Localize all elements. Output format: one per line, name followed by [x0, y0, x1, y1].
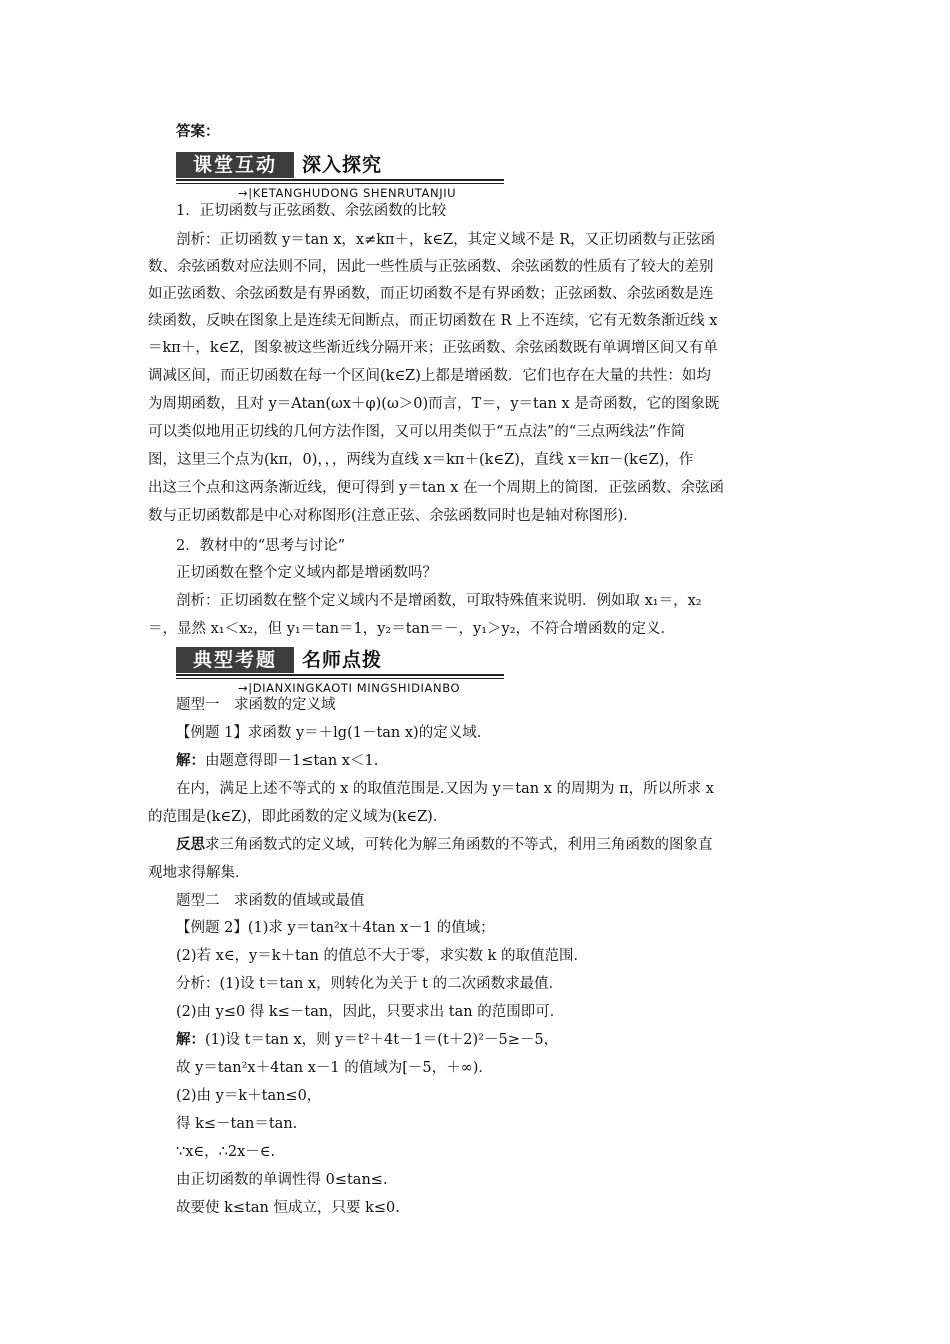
banner-sub-title: 深入探究 [302, 154, 383, 176]
example-text: (1)求 y＝tan²x＋4tan x－1 的值域； [247, 920, 495, 936]
paragraph-line: 出这三个点和这两条渐近线，便可得到 y＝tan x 在一个周期上的简图．正弦函数、余弦函 [148, 480, 725, 496]
banner-box-title: 典型考题 [176, 647, 294, 673]
paragraph-line: 图，这里三个点为(kπ，0)，，，两线为直线 x＝kπ＋(k∈Z)，直线 x＝kπ－(k∈Z)，作 [148, 452, 694, 468]
solution1 [176, 751, 813, 771]
banner-pinyin: →|KETANGHUDONG SHENRUTANJIU [238, 186, 457, 200]
solution-text: (1)设 t＝tan x，则 y＝t²＋4t－1＝(t＋2)²－5≥－5， [205, 1032, 559, 1048]
reflection-label: 反思 [176, 836, 205, 853]
example2-part2: (2)若 x∈，y＝k＋tan 的值总不大于零，求实数 k 的取值范围． [176, 948, 588, 964]
reflection-text: 求三角函数式的定义域，可转化为解三角函数的不等式，利用三角函数的图象直 [205, 837, 713, 853]
paragraph-line: 观地求得解集． [148, 865, 250, 881]
paragraph-line: 剖析：正切函数在整个定义域内不是增函数，可取特殊值来说明．例如取 x₁＝，x₂ [176, 593, 702, 609]
solution-step: 得 k≤－tan＝tan. [176, 1116, 298, 1132]
example2 [176, 918, 813, 938]
banner-rule [176, 674, 504, 676]
analysis-line: 分析：(1)设 t＝tan x，则转化为关于 t 的二次函数求最值． [176, 976, 564, 992]
section-banner-classroom [176, 152, 516, 204]
part2-heading: 2．教材中的“思考与讨论” [176, 538, 346, 554]
solution-step: 由正切函数的单调性得 0≤tan≤. [176, 1172, 388, 1188]
paragraph-line: 数、余弦函数对应法则不同，因此一些性质与正弦函数、余弦函数的性质有了较大的差别 [148, 259, 714, 275]
solution-label: 解： [176, 1031, 205, 1048]
part2-question: 正切函数在整个定义域内都是增函数吗？ [176, 565, 437, 581]
solution-step: ∵x∈，∴2x－∈. [176, 1144, 276, 1160]
solution-step: 故要使 k≤tan 恒成立，只要 k≤0. [176, 1200, 400, 1216]
banner-pinyin: →|DIANXINGKAOTI MINGSHIDIANBO [238, 681, 461, 695]
paragraph-line: 调减区间，而正切函数在每一个区间(k∈Z)上都是增函数．它们也存在大量的共性：如均 [148, 368, 711, 384]
paragraph-line: 如正弦函数、余弦函数是有界函数，而正切函数不是有界函数；正弦函数、余弦函数是连 [148, 286, 714, 302]
part1-heading: 1．正切函数与正弦函数、余弦函数的比较 [176, 203, 447, 219]
paragraph-line: 数与正切函数都是中心对称图形(注意正弦、余弦函数同时也是轴对称图形)． [148, 508, 638, 524]
banner-box-title: 课堂互动 [176, 152, 294, 178]
banner-sub-title: 名师点拨 [302, 649, 383, 671]
example-text: 求函数 y＝＋lg(1－tan x)的定义域． [247, 725, 492, 741]
solution-text: 由题意得即－1≤tan x＜1. [205, 753, 379, 769]
banner-rule-thin [176, 678, 504, 679]
paragraph-line: ＝kπ＋，k∈Z，图象被这些渐近线分隔开来；正弦函数、余弦函数既有单调增区间又有单 [148, 340, 718, 356]
example1 [176, 723, 813, 743]
solution-label: 解： [176, 752, 205, 769]
analysis-line: (2)由 y≤0 得 k≤－tan，因此，只要求出 tan 的范围即可． [176, 1004, 565, 1020]
example-label: 【例题 2】 [176, 920, 248, 936]
example-label: 【例题 1】 [176, 725, 248, 741]
section-banner-exam [176, 647, 516, 699]
paragraph-line: 为周期函数，且对 y＝Atan(ωx＋φ)(ω＞0)而言，T＝，y＝tan x 是奇函数，它的图象既 [148, 396, 720, 412]
paragraph-line: 可以类似地用正切线的几何方法作图，又可以用类似于“五点法”的“三点两线法”作简 [148, 424, 686, 440]
solution-step: (2)由 y＝k＋tan≤0， [176, 1088, 322, 1104]
paragraph-line: 在内，满足上述不等式的 x 的取值范围是.又因为 y＝tan x 的周期为 π，所以所求 x [176, 781, 714, 797]
paragraph-line: 剖析：正切函数 y＝tan x，x≠kπ＋，k∈Z，其定义域不是 R，又正切函数与正弦函 [176, 232, 716, 248]
solution-step: 故 y＝tan²x＋4tan x－1 的值域为[－5，＋∞)． [176, 1060, 493, 1076]
type2-heading: 题型二 求函数的值域或最值 [176, 893, 365, 909]
banner-rule-thin [176, 183, 504, 184]
reflection [176, 835, 813, 855]
paragraph-line: ＝，显然 x₁＜x₂，但 y₁＝tan＝1，y₂＝tan＝－，y₁＞y₂，不符合增函数的定义． [148, 621, 676, 637]
paragraph-line: 的范围是(k∈Z)，即此函数的定义域为(k∈Z)． [148, 809, 448, 825]
banner-rule [176, 179, 504, 181]
solution2 [176, 1030, 813, 1050]
type1-heading: 题型一 求函数的定义域 [176, 697, 336, 713]
paragraph-line: 续函数，反映在图象上是连续无间断点，而正切函数在 R 上不连续，它有无数条渐近线 x [148, 313, 718, 329]
answer-label: 答案： [176, 123, 220, 140]
